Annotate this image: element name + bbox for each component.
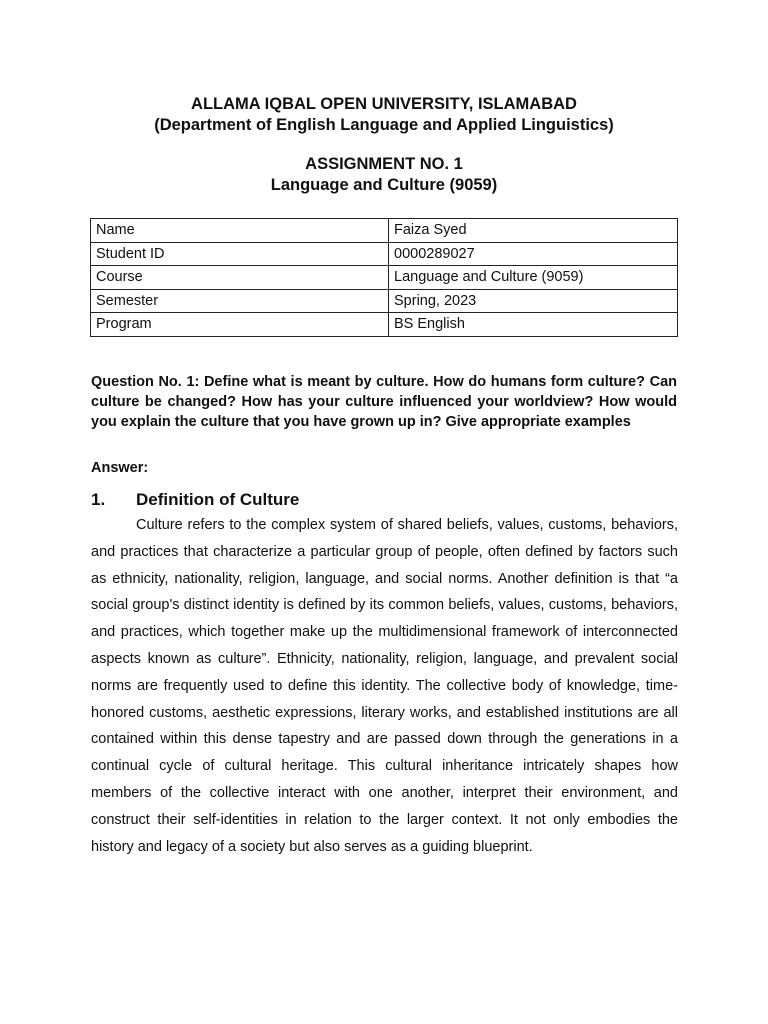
table-key-cell: Course [91,266,389,290]
section-title: Definition of Culture [136,490,300,509]
table-value-cell: Faiza Syed [389,219,678,243]
assignment-header [0,154,768,196]
table-key-cell: Program [91,313,389,337]
student-info-table [90,218,678,337]
table-value-cell: 0000289027 [389,242,678,266]
section-heading [91,490,299,510]
department-name: (Department of English Language and Applied Linguistics) [154,116,614,134]
table-row [91,313,678,337]
table-key-cell: Semester [91,289,389,313]
course-title: Language and Culture (9059) [270,176,498,194]
table-key-cell: Name [91,219,389,243]
section-number: 1. [91,490,106,509]
table-row [91,219,678,243]
table-row [91,266,678,290]
table-value-cell: Language and Culture (9059) [389,266,678,290]
table-key-cell: Student ID [91,242,389,266]
assignment-title: ASSIGNMENT NO. 1 [305,155,463,173]
body-paragraph: Culture refers to the complex system of shared beliefs, values, customs, behaviors, and practices that characterize a particular group of people, often defined by factors such as ethnicity, nationality, religion, language, and social norms. Another definition is that “a social group's distinct identity is defined by its common beliefs, values, customs, behaviors, and practices, which together make up the multidimensional framework of interconnected aspects known as culture”. Ethnicity, nationality, religion, language, and prevalent social norms are frequently used to define this identity. The collective body of knowledge, time-honored customs, aesthetic expressions, literary works, and established institutions are all contained within this dense tapestry and are passed down through the generations in a continual cycle of cultural heritage. This cultural inheritance intricately shapes how members of the collective interact with one another, interpret their environment, and construct their self-identities in relation to the larger context. It not only embodies the history and legacy of a society but also serves as a guiding blueprint. [91,517,678,855]
table-value-cell: Spring, 2023 [389,289,678,313]
university-header [0,94,768,136]
university-name: ALLAMA IQBAL OPEN UNIVERSITY, ISLAMABAD [191,95,577,113]
table-row [91,242,678,266]
answer-label: Answer: [91,460,149,476]
table-row [91,289,678,313]
table-value-cell: BS English [389,313,678,337]
question-text: Question No. 1: Define what is meant by culture. How do humans form culture? Can culture be changed? How has your culture influenced your worldview? How would you explain the culture that you have grown up in? Give appropriate examples [91,374,677,430]
